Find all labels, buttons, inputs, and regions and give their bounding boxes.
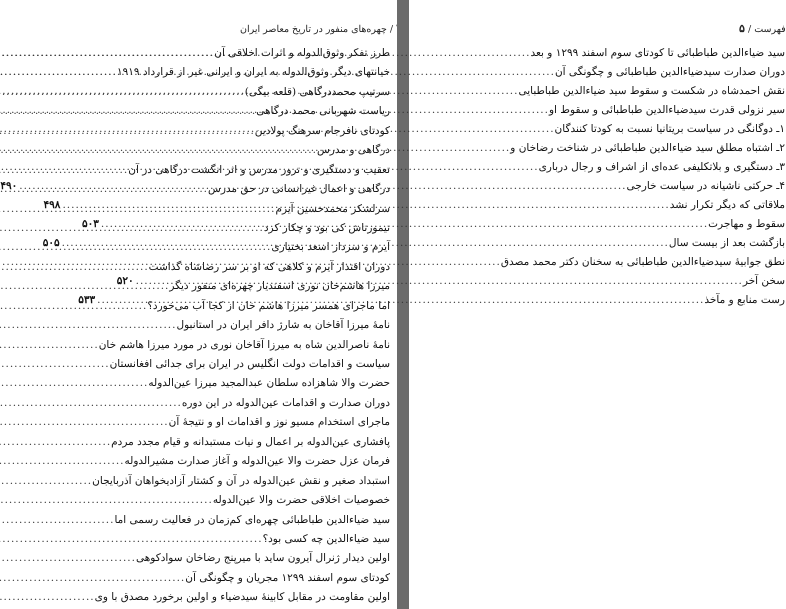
toc-entry-title: ۳ـ دستگیری و بلاتکلیفی عده‌ای از اشراف و رجال درباری [538,161,785,173]
left-page-header: / چهره‌های منفور در تاریخ معاصر ایران [240,22,402,35]
toc-entry-title: بازگشت بعد از بیست سال [668,237,785,249]
toc-entry[interactable] [18,336,390,355]
toc-entry[interactable] [18,374,390,393]
running-title: چهره‌های منفور در تاریخ معاصر ایران [240,24,387,35]
toc-entry-title: دوران صدارت و اقدامات عین‌الدوله در این دوره [181,396,390,409]
toc-entry-title: نامهٔ ناصرالدین شاه به میرزا آقاخان نوری در مورد میرزا هاشم خان [98,338,390,351]
toc-entry-title: درگاهی و مدرس [316,144,390,157]
toc-entry[interactable] [447,63,785,82]
dot-leader [0,253,501,272]
dot-leader [0,120,555,139]
toc-entry[interactable] [18,530,390,549]
toc-entry-title: سرلشکر محمدحسین آیرم [275,202,390,215]
dot-leader [0,82,518,101]
toc-entry-title: کودتای سوم اسفند ۱۲۹۹ مجریان و چگونگی آن [185,571,390,584]
dot-leader [0,101,549,120]
toc-entry-title: حضرت والا شاهزاده سلطان عبدالمجید میرزا عین‌الدوله [148,377,390,390]
toc-entry-page: ۵۳۳ [78,294,96,306]
toc-entry-title: نطق جوابیهٔ سیدضیاءالدین طباطبائی به سخنان دکتر محمد مصدق [500,256,785,268]
dot-leader [0,413,169,432]
dot-leader [0,139,510,158]
page-number: ۵ [739,22,745,35]
toc-entry-title: استبداد صغیر و نقش عین‌الدوله در آن و کشتار آزادیخواهان آذربایجان [92,474,390,487]
toc-entry-title: تعقیب و دستگیری و ترور مدرس و اثر انگشت درگاهی در آن [128,163,390,176]
toc-entry-page: ۴۹۸ [43,199,61,211]
toc-entry-title: سید ضیاءالدین طباطبائی چهره‌ای کم‌زمان در فعالیت رسمی اما [114,513,390,526]
toc-entry-title: ۱ـ دوگانگی در سیاست بریتانیا نسبت به کودتا کنندگان [554,123,785,135]
toc-entry[interactable] [18,569,390,588]
toc-entry-title: ۲ـ اشتباه مطلق سید ضیاءالدین طباطبائی در شناخت رضاخان و [510,142,785,154]
toc-entry-title: آیرم و سردار اسعد بختیاری [271,241,390,254]
dot-leader [0,336,99,355]
toc-entry-title: درگاهی و اعمال غیرانسانی در حق مدرس [208,183,390,196]
toc-entry-title: نامهٔ میرزا آقاخان به شارژ دافر ایران در استانبول [176,319,390,332]
toc-entry[interactable] [18,316,390,335]
dot-leader [19,177,626,196]
toc-entry[interactable] [18,511,390,530]
toc-entry-title: تیمورتاش کی بود و چکار کرد [263,221,390,234]
toc-entry[interactable] [447,120,785,139]
toc-entry-title: میرزا هاشم‌خان نوری اسفندیار چهره‌ای منفور دیگر [169,280,390,293]
dot-leader [0,491,213,510]
toc-entry-title: سخن آخر [742,275,785,287]
toc-entry[interactable] [18,452,390,471]
toc-entry[interactable] [18,549,390,568]
toc-entry-title: رست منابع و مآخذ [704,294,785,306]
toc-entry-title: سید ضیاءالدین چه کسی بود؟ [262,532,390,545]
dot-leader [0,374,148,393]
dot-leader [62,196,669,215]
toc-entry-title: سقوط و مهاجرت [708,218,785,230]
running-title: فهرست [754,24,786,35]
toc-entry-title: ماجرای استخدام مسیو نوز و اقدامات او و نتیجهٔ آن [168,416,390,429]
dot-leader [0,44,530,63]
dot-leader [101,215,708,234]
toc-entry-title: سرتیپ محمددرگاهی (قلعه بیگی) [244,85,390,98]
toc-entry-page: ۴۹۰ [0,180,18,192]
dot-leader [62,234,669,253]
dot-leader [0,355,110,374]
dot-leader [0,549,136,568]
toc-entry-title: نقش احمدشاه در شکست و سقوط سید ضیاءالدین طباطبایی [518,85,785,97]
dot-leader [0,158,539,177]
dot-leader [0,394,182,413]
toc-entry[interactable] [447,82,785,101]
dot-leader [0,433,111,452]
dot-leader [0,316,176,335]
toc-entry-title: کودتای نافرجام سرهنگ پولادین [254,124,390,137]
toc-entry[interactable] [18,394,390,413]
dot-leader [0,511,114,530]
toc-entry[interactable] [18,491,390,510]
toc-entry[interactable] [18,472,390,491]
toc-entry[interactable] [18,433,390,452]
dot-leader [0,472,92,491]
dot-leader [0,452,125,471]
toc-entry-title: پافشاری عین‌الدوله بر اعمال و نیات مستبدانه و قیام مجدد مردم [111,435,390,448]
toc-entry-title: سیاست و اقدامات دولت انگلیس در ایران برای جدائی افغانستان [109,358,390,370]
dot-leader [97,291,704,310]
toc-entry-page: ۵۰۵ [42,237,60,249]
toc-entry-title: خیانتهای دیگر وثوق‌الدوله به ایران و ایرانی غیر از قرارداد ۱۹۱۹ [116,66,390,79]
toc-entry-page: ۵۲۰ [116,275,134,287]
toc-entry[interactable] [447,44,785,63]
toc-entry-title: اولین دیدار ژنرال آیرون ساید با میرپنج رضاخان سوادکوهی [135,552,390,565]
dot-leader [0,569,185,588]
toc-entry-title: ریاست شهربانی محمد درگاهی [256,105,390,118]
toc-entry[interactable] [447,139,785,158]
toc-entry[interactable] [18,588,390,607]
toc-entry-title: ۴ـ حرکتی ناشیانه در سیاست خارجی [626,180,785,192]
toc-entry[interactable] [447,101,785,120]
toc-entry-title: سیر نزولی قدرت سیدضیاءالدین طباطبائی و سقوط او [548,104,785,116]
dot-leader [136,272,743,291]
toc-entry-title: اما ماجرای همسر میرزا هاشم خان از کجا آب می‌خورد؟ [147,299,390,312]
toc-entry[interactable] [18,355,390,374]
toc-entry[interactable] [447,158,785,177]
toc-entry-title: فرمان عزل حضرت والا عین‌الدوله و آغاز صدارت مشیرالدوله [124,455,390,468]
toc-entry-page: ۵۰۳ [81,218,99,230]
toc-entry-title: اولین مقاومت در مقابل کابینهٔ سیدضیاء و اولین برخورد مصدق با وی [94,591,390,604]
dot-leader [0,63,555,82]
right-page-header: فهرست / ۵ [739,22,786,35]
dot-leader [0,588,95,607]
toc-entry[interactable] [18,413,390,432]
toc-entry-title: دوران صدارت سیدضیاءالدین طباطبائی و چگونگی آن [554,66,785,78]
toc-entry-title: طرز تفکر وثوق‌الدوله و اثرات اخلاقی آن [214,47,390,59]
toc-entry-title: خصوصیات اخلاقی حضرت والا عین‌الدوله [212,494,390,507]
toc-entry-title: ملاقاتی که دیگر تکرار نشد [669,199,785,211]
dot-leader [0,530,263,549]
toc-entry-title: دوران اقتدار آیرم و کلاهی که او بر سر رضاشاه گذاشت [148,260,390,273]
toc-entry-title: سید ضیاءالدین طباطبائی تا کودتای سوم اسفند ۱۲۹۹ و بعد [530,47,785,59]
toc-entry[interactable] [447,253,785,272]
